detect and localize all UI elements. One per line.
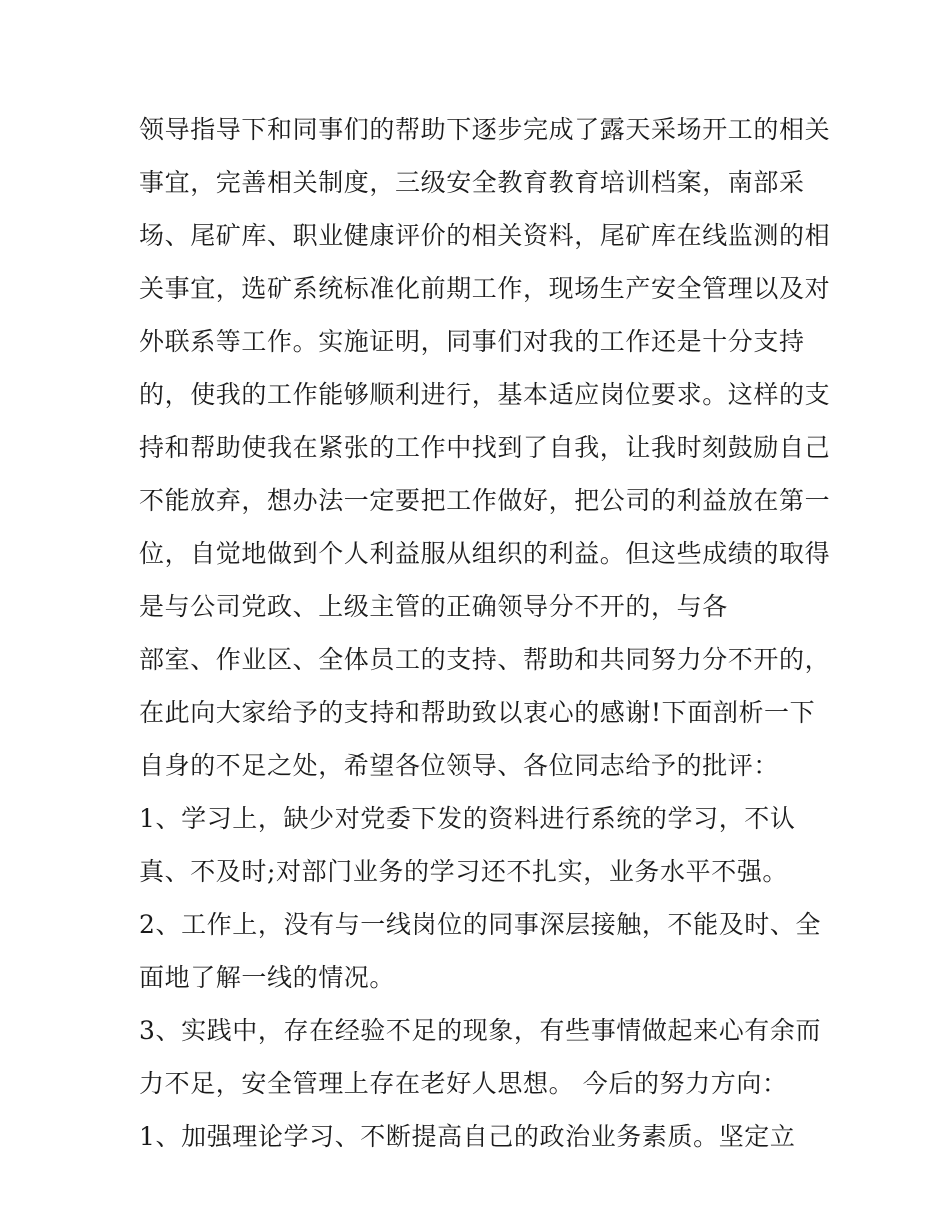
- text-line: 真、不及时;对部门业务的学习还不扎实，业务水平不强。: [139, 857, 789, 886]
- text-line: 位，自觉地做到个人利益服从组织的利益。但这些成绩的取得: [139, 539, 831, 568]
- text-line: 3、实践中，存在经验不足的现象，有些事情做起来心有余而: [139, 1016, 822, 1045]
- text-line: 的，使我的工作能够顺利进行，基本适应岗位要求。这样的支: [139, 380, 831, 409]
- text-line: 关事宜，选矿系统标准化前期工作，现场生产安全管理以及对: [139, 274, 831, 303]
- text-line: 1、学习上，缺少对党委下发的资料进行系统的学习，不认: [139, 804, 796, 833]
- text-line: 外联系等工作。实施证明，同事们对我的工作还是十分支持: [139, 327, 805, 356]
- text-line: 领导指导下和同事们的帮助下逐步完成了露天采场开工的相关: [139, 115, 831, 144]
- text-line: 1、加强理论学习、不断提高自己的政治业务素质。坚定立: [139, 1122, 796, 1151]
- text-line: 不能放弃，想办法一定要把工作做好，把公司的利益放在第一: [139, 486, 831, 515]
- text-line: 事宜，完善相关制度，三级安全教育教育培训档案，南部采: [139, 168, 805, 197]
- text-line: 力不足，安全管理上存在老好人思想。 今后的努力方向：: [139, 1069, 788, 1098]
- text-line: 部室、作业区、全体员工的支持、帮助和共同努力分不开的，: [139, 645, 831, 674]
- text-line: 在此向大家给予的支持和帮助致以衷心的感谢!下面剖析一下: [139, 698, 816, 727]
- text-line: 场、尾矿库、职业健康评价的相关资料，尾矿库在线监测的相: [139, 221, 831, 250]
- text-line: 是与公司党政、上级主管的正确领导分不开的，与各: [139, 592, 728, 621]
- text-line: 自身的不足之处，希望各位领导、各位同志给予的批评：: [139, 751, 780, 780]
- text-line: 2、工作上，没有与一线岗位的同事深层接触，不能及时、全: [139, 910, 822, 939]
- text-line: 面地了解一线的情况。: [139, 963, 396, 992]
- text-line: 持和帮助使我在紧张的工作中找到了自我，让我时刻鼓励自己: [139, 433, 831, 462]
